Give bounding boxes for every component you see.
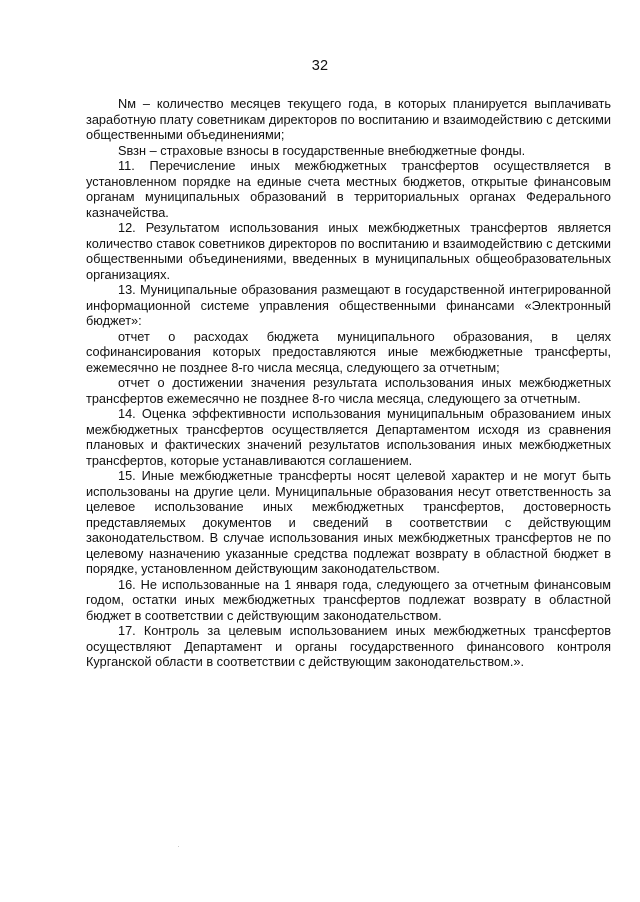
paragraph-result-report: отчет о достижении значения результата использования иных межбюджетных трансфертов ежемесячно не позднее 8-го числа месяца, следующего за отчетным. — [86, 375, 611, 406]
paragraph-17-control: 17. Контроль за целевым использованием иных межбюджетных трансфертов осуществляют Департамент и органы государственного финансового контроля Курганской области в соответствии с действующим законодательством.». — [86, 623, 611, 669]
page-number: 32 — [311, 58, 329, 74]
paragraph-expense-report: отчет о расходах бюджета муниципального образования, в целях софинансирования которых предоставляются иные межбюджетные трансферты, ежемесячно не позднее 8-го числа месяца, следующего за отчетным; — [86, 328, 611, 375]
paragraph-15-targeted-use: 15. Иные межбюджетные трансферты носят целевой характер и не могут быть использованы на другие цели. Муниципальные образования несут ответственность за целевое использование иных межбюджетных трансфертов, достоверность представляемых документов и сведений в соответствии с действующим законодательством. В случае использования иных межбюджетных трансфертов не по целевому назначению указанные средства подлежат возврату в областной бюджет в порядке, установленном действующим законодательством. — [86, 468, 611, 576]
paragraph-13-reporting: 13. Муниципальные образования размещают в государственной интегрированной информационной системе управления общественными финансами «Электронный бюджет»: — [86, 282, 611, 328]
paragraph-11-transfer-procedure: 11. Перечисление иных межбюджетных трансфертов осуществляется в установленном порядке на единые счета местных бюджетов, открытые финансовым органам муниципальных образований в территориальных органах Федерального казначейства. — [86, 158, 611, 220]
paragraph-12-result: 12. Результатом использования иных межбюджетных трансфертов является количество ставок советников директоров по воспитанию и взаимодействию с детскими общественными объединениями, введенных в муниципальных общеобразовательных организациях. — [86, 220, 611, 282]
paragraph-16-unused-balances: 16. Не использованные на 1 января года, следующего за отчетным финансовым годом, остатки иных межбюджетных трансфертов подлежат возврату в областной бюджет в соответствии с действующим законодательством. — [86, 576, 611, 623]
paragraph-14-efficiency: 14. Оценка эффективности использования муниципальным образованием иных межбюджетных трансфертов осуществляется Департаментом исходя из сравнения плановых и фактических значений результатов использования иных межбюджетных трансфертов, которые устанавливаются соглашением. — [86, 406, 611, 468]
document-body — [86, 96, 611, 670]
scan-speck — [178, 846, 179, 847]
paragraph-sbzn-definition: Sвзн – страховые взносы в государственные внебюджетные фонды. — [118, 142, 526, 158]
paragraph-nm-definition: Nм – количество месяцев текущего года, в которых планируется выплачивать заработную плату советникам директоров по воспитанию и взаимодействию с детскими общественными объединениями; — [86, 96, 611, 142]
